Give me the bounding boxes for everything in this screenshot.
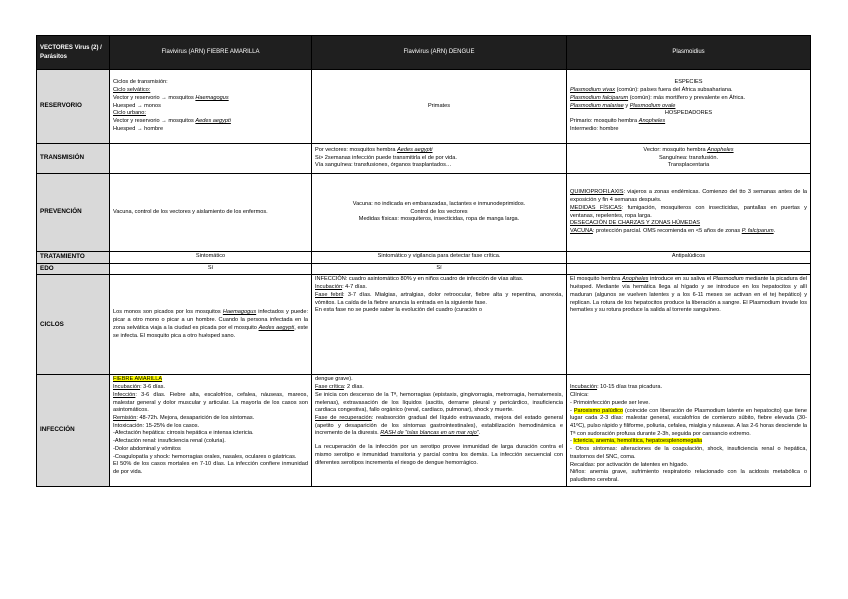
text-line: -Afectación renal: insuficiencia renal (coluria). xyxy=(113,438,226,445)
header-corner: VECTORES Virus (2) / Parásitos xyxy=(37,36,110,70)
text-line xyxy=(113,376,308,384)
text-line: -Afectación hepática: cirrosis hepática e intensa ictericia. xyxy=(113,430,254,437)
text-span: RASH de “islas blancas en un mar rojo” xyxy=(380,430,479,437)
text-span: MEDIDAS FÍSICAS xyxy=(570,204,622,211)
text-span: : 2 días. xyxy=(343,384,364,391)
cell-tratamiento-dengue: Sintomático y vigilancia para detectar fase crítica. xyxy=(312,252,567,264)
text-line xyxy=(570,384,807,392)
text-span: Incubación xyxy=(570,384,598,391)
text-span: : 10-15 días tras picadura. xyxy=(597,384,663,391)
cell-ciclos-fa xyxy=(110,275,312,375)
cell-prevencion-fa: Vacuna, control de los vectores y aislamiento de los enfermos. xyxy=(110,174,312,252)
cell-edo-plasmo xyxy=(567,263,811,275)
cell-ciclos-dengue xyxy=(312,275,567,375)
cell-tratamiento-plasmo: Antipalúdicos xyxy=(567,252,811,264)
highlighted-text: Ictericia, anemia, hemolítica, hepatoesplenomegalia xyxy=(573,438,703,445)
text-line xyxy=(113,392,308,415)
cell-infeccion-plasmo xyxy=(567,375,811,486)
text-span: QUIMIOPROFILAXIS xyxy=(570,189,624,196)
text-span: (común): más mortífero y prevalente en África. xyxy=(628,94,746,101)
document-page xyxy=(36,35,810,487)
header-fiebre-amarilla: Flavivirus (ARN) FIEBRE AMARILLA xyxy=(110,36,312,70)
species-name: Anopheles xyxy=(707,146,734,153)
text-line: Huesped → hombre xyxy=(113,125,164,132)
text-line: Vacuna: no indicada en embarazadas, lactantes e inmunodeprimidos. xyxy=(352,200,526,207)
row-transmision xyxy=(37,144,811,174)
text-span: : 3-6 días. xyxy=(140,384,165,391)
cell-infeccion-fa xyxy=(110,375,312,486)
text-span: : 4-7 días. xyxy=(342,284,367,291)
text-line: -Dolor abdominal y vómitos xyxy=(113,445,181,452)
cell-transmision-plasmo xyxy=(567,144,811,174)
cell-ciclos-plasmo xyxy=(567,275,811,375)
text-span: - xyxy=(570,438,574,445)
text-span: : fumigación, mosquiteros con insecticidas, pantallas en puertas y ventanas, repelentes, ropa larga. xyxy=(570,204,807,219)
text-line: Intermedio: hombre xyxy=(570,125,619,132)
text-line xyxy=(113,95,308,103)
text-line: Sanguínea: transfusión. xyxy=(658,154,719,161)
cell-edo-dengue: Sí xyxy=(312,263,567,275)
text-line xyxy=(570,147,807,155)
text-line xyxy=(113,415,308,423)
text-span: Infección xyxy=(113,391,136,398)
text-line: DESECACIÓN DE CHARZAS Y ZONAS HÚMEDAS xyxy=(570,220,701,227)
text-line: - Primoinfección puede ser leve. xyxy=(570,399,650,406)
text-span: Primario: mosquito hembra xyxy=(570,118,639,125)
text-line: ESPECIES xyxy=(674,79,703,86)
text-line: El 50% de los casos mortales en 7-10 días. La infección confiere inmunidad de por vida. xyxy=(113,461,308,475)
text-span: El mosquito hembra xyxy=(570,276,622,283)
cell-transmision-dengue xyxy=(312,144,567,174)
text-line xyxy=(570,228,807,236)
row-label-ciclos: CICLOS xyxy=(37,275,110,375)
text-span: Remisión xyxy=(113,414,137,421)
text-line: Clínica: xyxy=(570,392,589,399)
text-line: -Coagulopatía y shock: hemorragias orales, nasales, oculares o gástricas. xyxy=(113,453,297,460)
text-line: dengue grave). xyxy=(315,376,353,383)
text-line: Si> 2semanas infección puede transmitirla el de por vida. xyxy=(315,154,457,161)
text-span: , este se infecta. El mosquito pica a otro huésped sano. xyxy=(113,324,309,339)
cell-reservorio-dengue: Primates xyxy=(312,70,567,144)
text-line: Ciclo selvático: xyxy=(113,87,151,94)
text-line xyxy=(570,103,807,111)
species-name: Anopheles xyxy=(638,118,666,125)
species-name: Aedes aegypti xyxy=(195,118,231,125)
species-name: Plasmodium vivax xyxy=(570,87,616,94)
text-span: VACUNA xyxy=(570,227,593,234)
cell-edo-fa: Sí xyxy=(110,263,312,275)
text-line: Vía sanguínea: transfusiones, órganos trasplantados… xyxy=(315,162,452,169)
text-line: Recaídas: por activación de latentes en hígado. xyxy=(570,461,689,468)
text-span: - xyxy=(570,407,574,414)
text-line xyxy=(570,408,807,439)
text-line: En esta fase no se puede saber la evolución del cuadro (curación o xyxy=(315,307,482,314)
row-reservorio xyxy=(37,70,811,144)
text-line xyxy=(315,147,563,155)
text-span: Vector y reservorio → mosquitos xyxy=(113,94,196,101)
text-span: mediante la picadura del huésped. Mediante vía hemática llega al hígado y se introduce en los hepatocitos y allí maduran (algunos se vuelven latentes y a los 6-11 meses se activan en el tej hepático) y replican. La rotura de los hepatocitos produce la liberación a sangre. El Plasmodium invade los hematíes y su rotura produce la salida al torrente sanguíneo. xyxy=(570,276,807,314)
text-span: introduce en su saliva el xyxy=(648,276,713,283)
text-span: . xyxy=(773,227,776,234)
highlighted-text: Paroxismo palúdico xyxy=(573,407,624,414)
header-row xyxy=(37,36,811,70)
row-infeccion xyxy=(37,375,811,486)
text-line: Intoxicación: 15-25% de los casos. xyxy=(113,422,200,429)
text-span: : reabsorción gradual del líquido extravasado, mejora del estado general (apetito y desaparición de los síntomas gastrointestinales), estabilización hemodinámica e incremento de la diuresis. xyxy=(315,414,563,437)
text-line xyxy=(570,87,807,95)
row-label-edo: EDO xyxy=(37,263,110,275)
species-name: Plasmodium falciparum xyxy=(570,94,629,101)
text-line: Niños: anemia grave, sufrimiento respiratorio relacionado con la acidosis metabólica o paludismo cerebral. xyxy=(570,469,807,483)
text-line: Huesped → monos xyxy=(113,102,161,109)
text-line xyxy=(570,118,807,126)
cell-reservorio-plasmo xyxy=(567,70,811,144)
text-span: Incubación xyxy=(315,284,343,291)
header-plasmodium: Plasmoidius xyxy=(567,36,811,70)
text-line xyxy=(113,118,308,126)
text-line xyxy=(315,384,563,392)
species-name: P. falciparum xyxy=(741,227,774,234)
text-line: La recuperación de la infección por un serotipo provee inmunidad de larga duración contra el mismo serotipo e inmunidad transitoria y parcial contra los demás. La infección secuencial con diferentes serotipos incrementa el riesgo de dengue hemorrágico. xyxy=(315,444,563,466)
text-line xyxy=(570,95,807,103)
text-span: : viajeros a zonas endémicas. Comienzo del tto 3 semanas antes de la exposición y fin 4 semanas después. xyxy=(570,189,807,204)
text-span: y xyxy=(623,102,630,109)
text-line: Se inicia con descenso de la Tª, hemorragias (epistaxis, gingivorragia, metrorragia, hematemesis, melenas), extravasación de los líquidos (ascitis, derrame pleural y pericárdico, insuficiencia cardiaca congestiva), fallo orgánico (renal, cardiaco, pulmonar), shock y muerte. xyxy=(315,391,563,414)
text-span: Incubación xyxy=(113,384,141,391)
text-span: infectados y puede: picar a otro mono o picar a un hombre. Cuando la persona infectada en la zona selvática viaja a la ciudad es picada por el mosquito xyxy=(113,309,309,331)
species-name: Haemagogus xyxy=(195,94,229,101)
text-line: INFECCIÓN: cuadro asintomático 80% y en niños cuadro de infección de vías altas. xyxy=(315,276,524,283)
text-span: Fase de recuperación xyxy=(315,414,372,421)
species-name: Aedes aegypti xyxy=(258,324,295,331)
text-line: Ciclos de transmisión: xyxy=(113,79,168,86)
row-edo xyxy=(37,263,811,275)
cell-reservorio-fa xyxy=(110,70,312,144)
text-span: Fase crítica xyxy=(315,384,344,391)
text-line: Ciclo urbano: xyxy=(113,110,146,117)
text-span: . xyxy=(478,430,481,437)
text-span: Vector y reservorio → mosquitos xyxy=(113,118,196,125)
row-ciclos xyxy=(37,275,811,375)
text-span: (coincide con liberación de Plasmodium latente en hepatocito) que tiene lugar cada 2-3 días: malestar general, escalofríos de comienzo súbito, fiebre elevada (30-41ºC), pulso rápido y filiforme, poliuria, cefalea, mialgia y náuseas. A las 2-6 horas desciende la Tª con sudoración profusa durante 2-3h, seguida por cansancio extremo. xyxy=(570,407,807,437)
text-span: Los monos son picados por los mosquitos xyxy=(113,309,223,316)
text-span: : 3-7 días. Mialgias, artralgias, dolor retroocular, fiebre alta y repentina, anorexia, vómitos. La caída de la fiebre anuncia la entrada en la siguiente fase. xyxy=(315,291,563,306)
species-name: Plasmodium xyxy=(712,276,744,283)
text-line xyxy=(570,438,807,446)
text-line: - Otros síntomas: alteraciones de la coagulación, shock, insuficiencia renal o hepática, trastornos del SNC, coma. xyxy=(570,446,807,460)
species-name: Haemagogus xyxy=(222,309,257,316)
text-span: : 3-6 días. Fiebre alta, escalofríos, cefalea, náuseas, mareos, malestar general y dolor muscular y articular. La mayoría de los casos son asintomáticos. xyxy=(113,391,308,414)
text-line xyxy=(315,415,563,438)
species-name: Plasmodium ovale xyxy=(629,102,676,109)
text-span: Vector: mosquito hembra xyxy=(643,146,708,153)
text-line: Transplacentaria xyxy=(667,162,710,169)
row-label-infeccion: INFECCIÓN xyxy=(37,375,110,486)
species-name: Anopheles xyxy=(621,276,649,283)
text-line: Medidas físicas: mosquiteros, insecticidas, ropa de manga larga. xyxy=(358,216,520,223)
text-span: Por vectores: mosquitos hembra xyxy=(315,146,398,153)
species-name: Aedes aegypti xyxy=(397,146,433,153)
cell-prevencion-plasmo xyxy=(567,174,811,252)
text-span: Fase febril xyxy=(315,291,343,298)
row-tratamiento xyxy=(37,252,811,264)
cell-tratamiento-fa: Sintomático xyxy=(110,252,312,264)
row-label-prevencion: PREVENCIÓN xyxy=(37,174,110,252)
text-line xyxy=(113,384,308,392)
cell-infeccion-dengue xyxy=(312,375,567,486)
text-line: HOSPEDADORES xyxy=(664,110,713,117)
cell-transmision-fa xyxy=(110,144,312,174)
text-span: : protección parcial. OMS recomienda en <5 años de zonas xyxy=(592,227,742,234)
text-line xyxy=(570,189,807,204)
header-dengue: Flavivirus (ARN) DENGUE xyxy=(312,36,567,70)
row-label-tratamiento: TRATAMIENTO xyxy=(37,252,110,264)
row-label-reservorio: RESERVORIO xyxy=(37,70,110,144)
text-line: Control de los vectores xyxy=(410,208,468,215)
text-span: : 48-72h. Mejora, desaparición de los síntomas. xyxy=(136,414,255,421)
row-prevencion xyxy=(37,174,811,252)
highlighted-title: FIEBRE AMARILLA xyxy=(113,376,163,383)
row-label-transmision: TRANSMISIÓN xyxy=(37,144,110,174)
text-line xyxy=(315,284,563,292)
text-span: (común): países fuera del África subsahariana. xyxy=(615,87,733,94)
text-line xyxy=(570,205,807,220)
comparison-table xyxy=(36,35,811,487)
text-line xyxy=(315,292,563,307)
species-name: Plasmodium malariae xyxy=(570,102,624,109)
cell-prevencion-dengue xyxy=(312,174,567,252)
